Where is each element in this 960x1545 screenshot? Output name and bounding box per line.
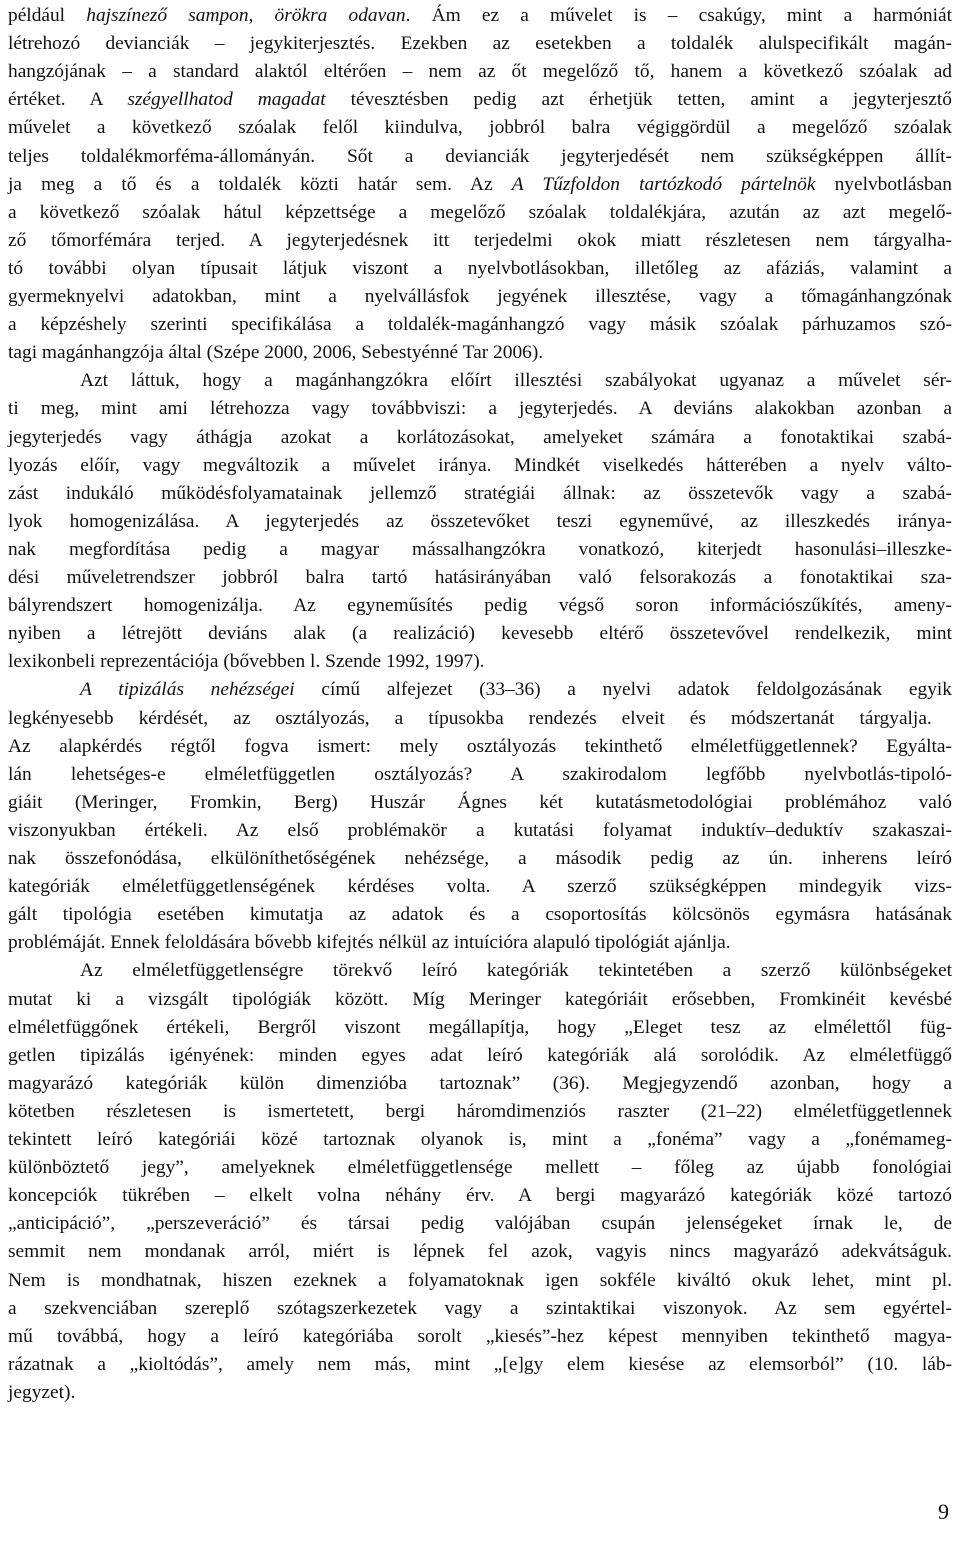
text-segment: értéket. A: [8, 89, 128, 111]
text-segment: Az elméletfüggetlenségre törekvő leíró kategóriák tekintetében a szerző különbségeket: [80, 960, 952, 982]
text-segment: nak megfordítása pedig a magyar mássalhangzókra vonatkozó, kiterjedt hasonulási–illeszke-: [8, 538, 952, 560]
text-segment: getlen tipizálás igényének: minden egyes adat leíró kategóriák alá sorolódik. Az elméletfüggő: [8, 1044, 952, 1066]
text-segment: lyozás előír, vagy megváltozik a művelet iránya. Mindkét viselkedés hátterében a nyelv válto-: [8, 454, 952, 476]
text-line: [8, 1267, 952, 1295]
text-segment: viszonyukban értékeli. Az első problémakör a kutatási folyamat induktív–deduktív szakaszai-: [8, 819, 952, 841]
text-line: [8, 1070, 952, 1098]
text-line: [8, 733, 952, 761]
text-line: [8, 761, 952, 789]
text-line: [80, 676, 952, 704]
text-line: [8, 227, 952, 255]
text-line: [8, 1014, 952, 1042]
text-line: [8, 30, 952, 58]
text-segment: bályrendszert homogenizálja. Az egyneműsítés pedig végső soron információszűkítés, ameny-: [8, 595, 952, 617]
text-line: [8, 255, 952, 283]
text-segment: mű továbbá, hogy a leíró kategóriába sorolt „kiesés”-hez képest mennyiben tekinthető magya-: [8, 1325, 952, 1347]
text-segment: különböztető jegy”, amelyeknek elméletfüggetlensége mellett – főleg az újabb fonológiai: [8, 1157, 952, 1179]
text-line: [8, 1182, 952, 1210]
text-segment: lexikonbeli reprezentációja (bővebben l. Szende 1992, 1997).: [8, 651, 485, 673]
text-line: [8, 143, 952, 171]
text-segment: kategóriák elméletfüggetlenségének kérdéses volta. A szerző szükségképpen mindegyik vizs-: [8, 876, 952, 898]
text-line: [8, 929, 731, 957]
text-segment: a képzéshely szerinti specifikálása a toldalék-magánhangzó vagy másik szóalak párhuzamos szó-: [8, 314, 952, 336]
page-number: 9: [938, 1499, 949, 1524]
text-line: [8, 873, 952, 901]
text-segment: jegyterjedés vagy áthágja azokat a korlátozásokat, amelyeket számára a fonotaktikai szabá-: [8, 426, 952, 448]
text-line: [8, 58, 952, 86]
text-line: [8, 2, 952, 30]
text-segment: például: [8, 5, 87, 26]
text-segment: mutat ki a vizsgált tipológiák között. Míg Meringer kategóriáit erősebben, Fromkinéit kevésbé: [8, 988, 952, 1010]
text-segment: Az alapkérdés régtől fogva ismert: mely osztályozás tekinthető elméletfüggetlennek? Egyálta-: [8, 735, 952, 757]
text-line: [8, 339, 543, 367]
text-line: [8, 1098, 952, 1126]
text-segment: tó további olyan típusait látjuk viszont a nyelvbotlásokban, illetőleg az afáziás, valamint a: [8, 257, 952, 279]
text-segment: . Ám ez a művelet is – csakúgy, mint a harmóniát: [405, 5, 952, 26]
text-line: [8, 395, 952, 423]
text-line: [8, 1154, 952, 1182]
text-segment: legkényesebb kérdését, az osztályozás, a típusokba rendezés elveit és módszertanát tárgyalja.: [8, 707, 932, 729]
text-segment: a következő szóalak hátul képzettsége a megelőző szóalak toldalékjára, azután az azt megelő-: [8, 201, 952, 223]
text-line: [8, 817, 952, 845]
text-segment: giáit (Meringer, Fromkin, Berg) Huszár Ágnes két kutatásmetodológiai problémához való: [8, 791, 952, 813]
text-segment: nyelvbotlásban: [815, 173, 952, 195]
text-line: [8, 789, 952, 817]
text-segment: semmit nem mondanak arról, miért is lépnek fel azok, vagyis nincs magyarázó adekvátságuk.: [8, 1241, 952, 1263]
text-line: [8, 592, 952, 620]
text-line: [8, 901, 952, 929]
text-segment: „anticipáció”, „perszeveráció” és társai pedig valójában csupán jelenségeket írnak le, de: [8, 1213, 952, 1235]
text-segment: Nem is mondhatnak, hiszen ezeknek a folyamatoknak igen sokféle kiváltó okuk lehet, mint pl.: [8, 1269, 952, 1291]
text-segment: művelet a következő szóalak felől kiindulva, jobbról balra végiggördül a megelőző szóalak: [8, 117, 952, 139]
text-segment: című alfejezet (33–36) a nyelvi adatok feldolgozásának egyik: [294, 679, 952, 701]
text-segment: elméletfüggőnek értékeli, Bergről viszont megállapítja, hogy „Eleget tesz az elmélettől füg-: [8, 1016, 952, 1038]
text-line: [8, 1295, 952, 1323]
text-line: [8, 536, 952, 564]
text-line: [8, 424, 952, 452]
italic-text-segment: hajszínező sampon, örökra odavan: [86, 5, 406, 26]
text-line: [8, 564, 952, 592]
text-line: [8, 620, 952, 648]
text-segment: tekintett leíró kategóriái közé tartoznak olyanok is, mint a „fonéma” vagy a „fonémameg-: [8, 1129, 952, 1150]
text-segment: létrehozó devianciák – jegykiterjesztés. Ezekben az esetekben a toldalék alulspecifikált magán-: [8, 33, 952, 55]
text-line: [8, 648, 485, 676]
text-line: [8, 452, 952, 480]
text-segment: a szekvenciában szereplő szótagszerkezetek vagy a szintaktikai viszonyok. Az sem egyértel-: [8, 1297, 952, 1319]
text-line: [8, 986, 952, 1014]
text-line: [8, 1042, 952, 1070]
text-segment: tagi magánhangzója által (Szépe 2000, 2006, Sebestyénné Tar 2006).: [8, 342, 544, 364]
text-segment: Azt láttuk, hogy a magánhangzókra előírt illesztési szabályokat ugyanaz a művelet sér-: [80, 370, 952, 392]
text-segment: zást indukáló működésfolyamatainak jellemző stratégiái állnak: az összetevők vagy a szabá-: [8, 482, 952, 504]
text-line: [8, 845, 952, 873]
text-segment: gyermeknyelvi adatokban, mint a nyelvállásfok jegyének illesztése, vagy a tőmagánhangzónak: [8, 286, 952, 307]
text-segment: nak összefonódása, elkülöníthetőségének nehézsége, a második pedig az ún. inherens leíró: [8, 848, 952, 869]
text-segment: koncepciók tükrében – elkelt volna néhány érv. A bergi magyarázó kategóriák közé tartozó: [8, 1185, 952, 1207]
text-line: [8, 508, 952, 536]
text-line: [8, 171, 952, 199]
text-line: [8, 1126, 952, 1154]
text-line: [8, 1323, 952, 1351]
text-line: [8, 86, 952, 114]
text-segment: ti meg, mint ami létrehozza vagy továbbviszi: a jegyterjedés. A deviáns alakokban azonban a: [8, 398, 952, 420]
text-segment: gált tipológia esetében kimutatja az adatok és a csoportosítás kölcsönös egymásra hatásának: [8, 904, 952, 926]
text-line: [80, 367, 952, 395]
text-line: [8, 199, 952, 227]
italic-text-segment: A Tűzfoldon tartózkodó pártelnök: [511, 173, 816, 195]
text-segment: problémáját. Ennek feloldására bővebb kifejtés nélkül az intuícióra alapuló tipológiát ajánlja.: [8, 932, 731, 954]
text-segment: rázatnak a „kioltódás”, amely nem más, mint „[e]gy elem kiesése az elemsorból” (10. láb-: [8, 1353, 952, 1375]
text-segment: teljes toldalékmorféma-állományán. Sőt a devianciák jegyterjedését nem szükségképpen állít-: [8, 145, 952, 167]
text-line: [8, 311, 952, 339]
text-line: [8, 114, 952, 142]
text-segment: lán lehetséges-e elméletfüggetlen osztályozás? A szakirodalom legfőbb nyelvbotlás-tipoló-: [8, 763, 952, 785]
text-segment: ja meg a tő és a toldalék közti határ sem. Az: [8, 173, 512, 195]
text-segment: magyarázó kategóriák külön dimenzióba tartoznak” (36). Megjegyzendő azonban, hogy a: [8, 1072, 952, 1094]
text-segment: lyok homogenizálása. A jegyterjedés az összetevőket teszi egyneművé, az illeszkedés iránya-: [8, 510, 952, 532]
text-line: [8, 1379, 75, 1407]
italic-text-segment: A tipizálás nehézségei: [80, 679, 295, 701]
text-segment: jegyzet).: [8, 1381, 76, 1403]
text-line: [8, 705, 932, 733]
text-segment: dési műveletrendszer jobbról balra tartó hatásirányában való felsorakozás a fonotaktikai sza-: [8, 567, 952, 588]
text-line: [8, 480, 952, 508]
text-segment: kötetben részletesen is ismertetett, bergi háromdimenziós raszter (21–22) elméletfüggetlennek: [8, 1100, 952, 1122]
text-segment: hangzójának – a standard alaktól eltérően – nem az őt megelőző tő, hanem a következő szóalak ad: [8, 61, 952, 83]
text-line: [8, 1238, 952, 1266]
text-segment: nyiben a létrejött deviáns alak (a realizáció) kevesebb eltérő összetevővel rendelkezik, mint: [8, 623, 952, 645]
text-segment: tévesztésben pedig azt érhetjük tetten, amint a jegyterjesztő: [325, 89, 952, 111]
text-line: [8, 283, 952, 311]
text-line: [8, 1210, 952, 1238]
text-segment: ző tőmorfémára terjed. A jegyterjedésnek itt terjedelmi okok miatt részletesen nem tárgyalha-: [8, 229, 952, 251]
italic-text-segment: szégyellhatod magadat: [127, 89, 326, 111]
text-line: [8, 1351, 952, 1379]
text-line: [80, 957, 952, 985]
